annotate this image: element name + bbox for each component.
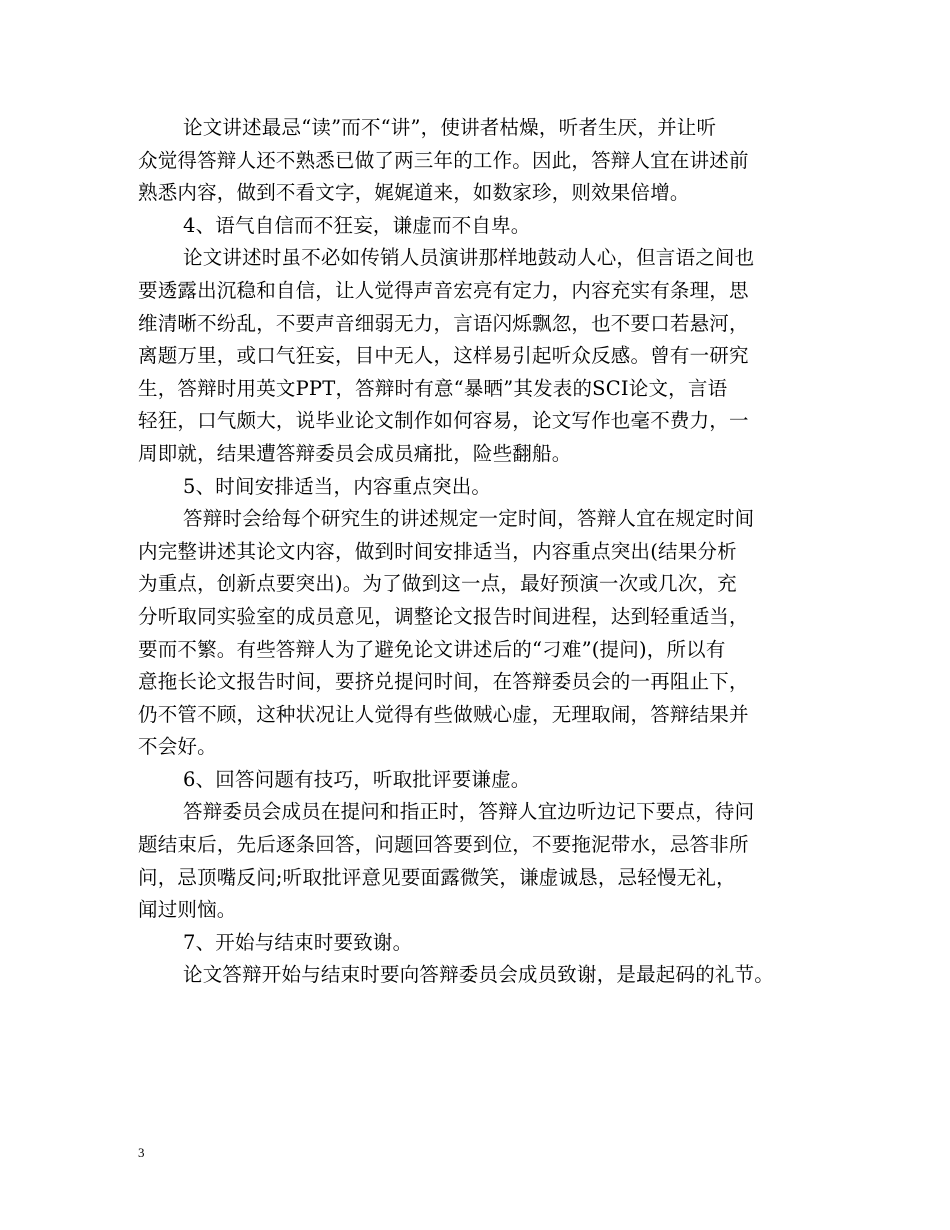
body-line: 论文讲述时虽不必如传销人员演讲那样地鼓动人心，但言语之间也 — [183, 246, 755, 270]
section-heading-7: 7、开始与结束时要致谢。 — [183, 930, 413, 954]
document-body — [138, 112, 828, 992]
body-line: 为重点，创新点要突出)。为了做到这一点，最好预演一次或几次，充 — [138, 572, 737, 596]
page-number: 3 — [138, 1145, 145, 1160]
body-line: 闻过则恼。 — [138, 898, 237, 922]
body-line: 要而不繁。有些答辩人为了避免论文讲述后的“刁难”(提问)，所以有 — [138, 637, 726, 661]
body-line: 仍不管不顾，这种状况让人觉得有些做贼心虚，无理取闹，答辩结果并 — [138, 702, 749, 726]
body-line: 要透露出沉稳和自信，让人觉得声音宏亮有定力，内容充实有条理，思 — [138, 278, 749, 302]
body-line: 意拖长论文报告时间，要挤兑提问时间，在答辩委员会的一再阻止下， — [138, 670, 749, 694]
body-line: 论文答辩开始与结束时要向答辩委员会成员致谢，是最起码的礼节。 — [183, 963, 775, 987]
body-line: 维清晰不纷乱，不要声音细弱无力，言语闪烁飘忽，也不要口若悬河， — [138, 311, 749, 335]
body-line: 轻狂，口气颇大，说毕业论文制作如何容易，论文写作也毫不费力，一 — [138, 409, 749, 433]
body-line: 答辩时会给每个研究生的讲述规定一定时间，答辩人宜在规定时间 — [183, 507, 755, 531]
section-heading-5: 5、时间安排适当，内容重点突出。 — [183, 474, 492, 498]
body-line: 内完整讲述其论文内容，做到时间安排适当，内容重点突出(结果分析 — [138, 539, 737, 563]
body-line: 分听取同实验室的成员意见，调整论文报告时间进程，达到轻重适当， — [138, 604, 749, 628]
section-heading-6: 6、回答问题有技巧，听取批评要谦虚。 — [183, 767, 531, 791]
body-line: 答辩委员会成员在提问和指正时，答辩人宜边听边记下要点，待问 — [183, 800, 755, 824]
body-line: 周即就，结果遭答辩委员会成员痛批，险些翻船。 — [138, 441, 572, 465]
body-line: 不会好。 — [138, 735, 217, 759]
body-line: 离题万里，或口气狂妄，目中无人，这样易引起听众反感。曾有一研究 — [138, 344, 749, 368]
body-line: 论文讲述最忌“读”而不“讲”，使讲者枯燥，听者生厌，并让听 — [183, 116, 717, 139]
body-line: 熟悉内容，做到不看文字，娓娓道来，如数家珍，则效果倍增。 — [138, 181, 690, 205]
body-line: 众觉得答辩人还不熟悉已做了两三年的工作。因此，答辩人宜在讲述前 — [138, 148, 749, 172]
section-heading-4: 4、语气自信而不狂妄，谦虚而不自卑。 — [183, 213, 531, 237]
body-line: 问，忌顶嘴反问;听取批评意见要面露微笑，谦虚诚恳，忌轻慢无礼， — [138, 865, 736, 889]
body-line: 生，答辩时用英文PPT，答辩时有意“暴晒”其发表的SCI论文，言语 — [138, 376, 728, 400]
body-line: 题结束后，先后逐条回答，问题回答要到位，不要拖泥带水，忌答非所 — [138, 833, 749, 857]
